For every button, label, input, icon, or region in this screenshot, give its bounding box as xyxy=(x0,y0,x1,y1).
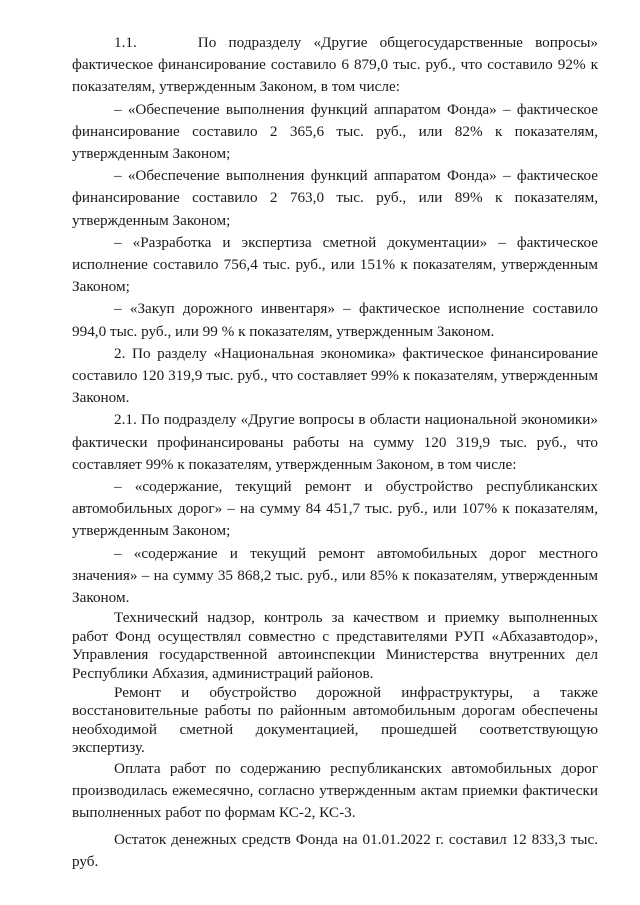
paragraph-local-roads: – «содержание и текущий ремонт автомобильных дорог местного значения» – на сумму 35 868,2 тыс. руб., или 85% к показателям, утвержденным Законом. xyxy=(72,544,598,607)
paragraph-repair-infrastructure: Ремонт и обустройство дорожной инфраструктуры, а также восстановительные работы по районным автомобильным дорогам обеспечены необходимой сметной документацией, прошедшей соответствующую экспертизу. xyxy=(72,683,598,757)
paragraph-section-2: 2. По разделу «Национальная экономика» фактическое финансирование составило 120 319,9 тыс. руб., что составляет 99% к показателям, утвержденным Законом. xyxy=(72,344,598,407)
paragraph-estimate-docs: – «Разработка и экспертиза сметной документации» – фактическое исполнение составило 756,4 тыс. руб., или 151% к показателям, утвержденным Законом; xyxy=(72,233,598,296)
paragraph-2-1: 2.1. По подразделу «Другие вопросы в области национальной экономики» фактически профинансированы работы на сумму 120 319,9 тыс. руб., что составляет 99% к показателям, утвержденным Законом, в том числе: xyxy=(72,411,598,473)
paragraph-road-inventory: – «Закуп дорожного инвентаря» – фактическое исполнение составило 994,0 тыс. руб., или 99 % к показателям, утвержденным Законом. xyxy=(72,300,598,340)
paragraph-technical-supervision: Технический надзор, контроль за качеством и приемку выполненных работ Фонд осуществлял совместно с представителями РУП «Абхазавтодор», Управления государственной автоинспекции Министерства внутренних дел Республики Абхазия, администраций районов. xyxy=(72,609,598,683)
paragraph-1-1: 1.1. По подразделу «Другие общегосударственные вопросы» фактическое финансирование составило 6 879,0 тыс. руб., что составило 92% к показателям, утвержденным Законом, в том числе: xyxy=(72,34,598,96)
paragraph-fund-balance: Остаток денежных средств Фонда на 01.01.2022 г. составил 12 833,3 тыс. руб. xyxy=(72,830,598,870)
paragraph-apparatus-2: – «Обеспечение выполнения функций аппаратом Фонда» – фактическое финансирование составило 2 763,0 тыс. руб., или 89% к показателям, утвержденным Законом; xyxy=(72,167,598,229)
paragraph-apparatus-1: – «Обеспечение выполнения функций аппаратом Фонда» – фактическое финансирование составило 2 365,6 тыс. руб., или 82% к показателям, утвержденным Законом; xyxy=(72,100,598,163)
paragraph-republican-roads: – «содержание, текущий ремонт и обустройство республиканских автомобильных дорог» – на сумму 84 451,7 тыс. руб., или 107% к показателям, утвержденным Законом; xyxy=(72,478,598,540)
paragraph-payment: Оплата работ по содержанию республиканских автомобильных дорог производилась ежемесячно, согласно утвержденным актам приемки фактически выполненных работ по формам КС-2, КС-3. xyxy=(72,760,598,822)
